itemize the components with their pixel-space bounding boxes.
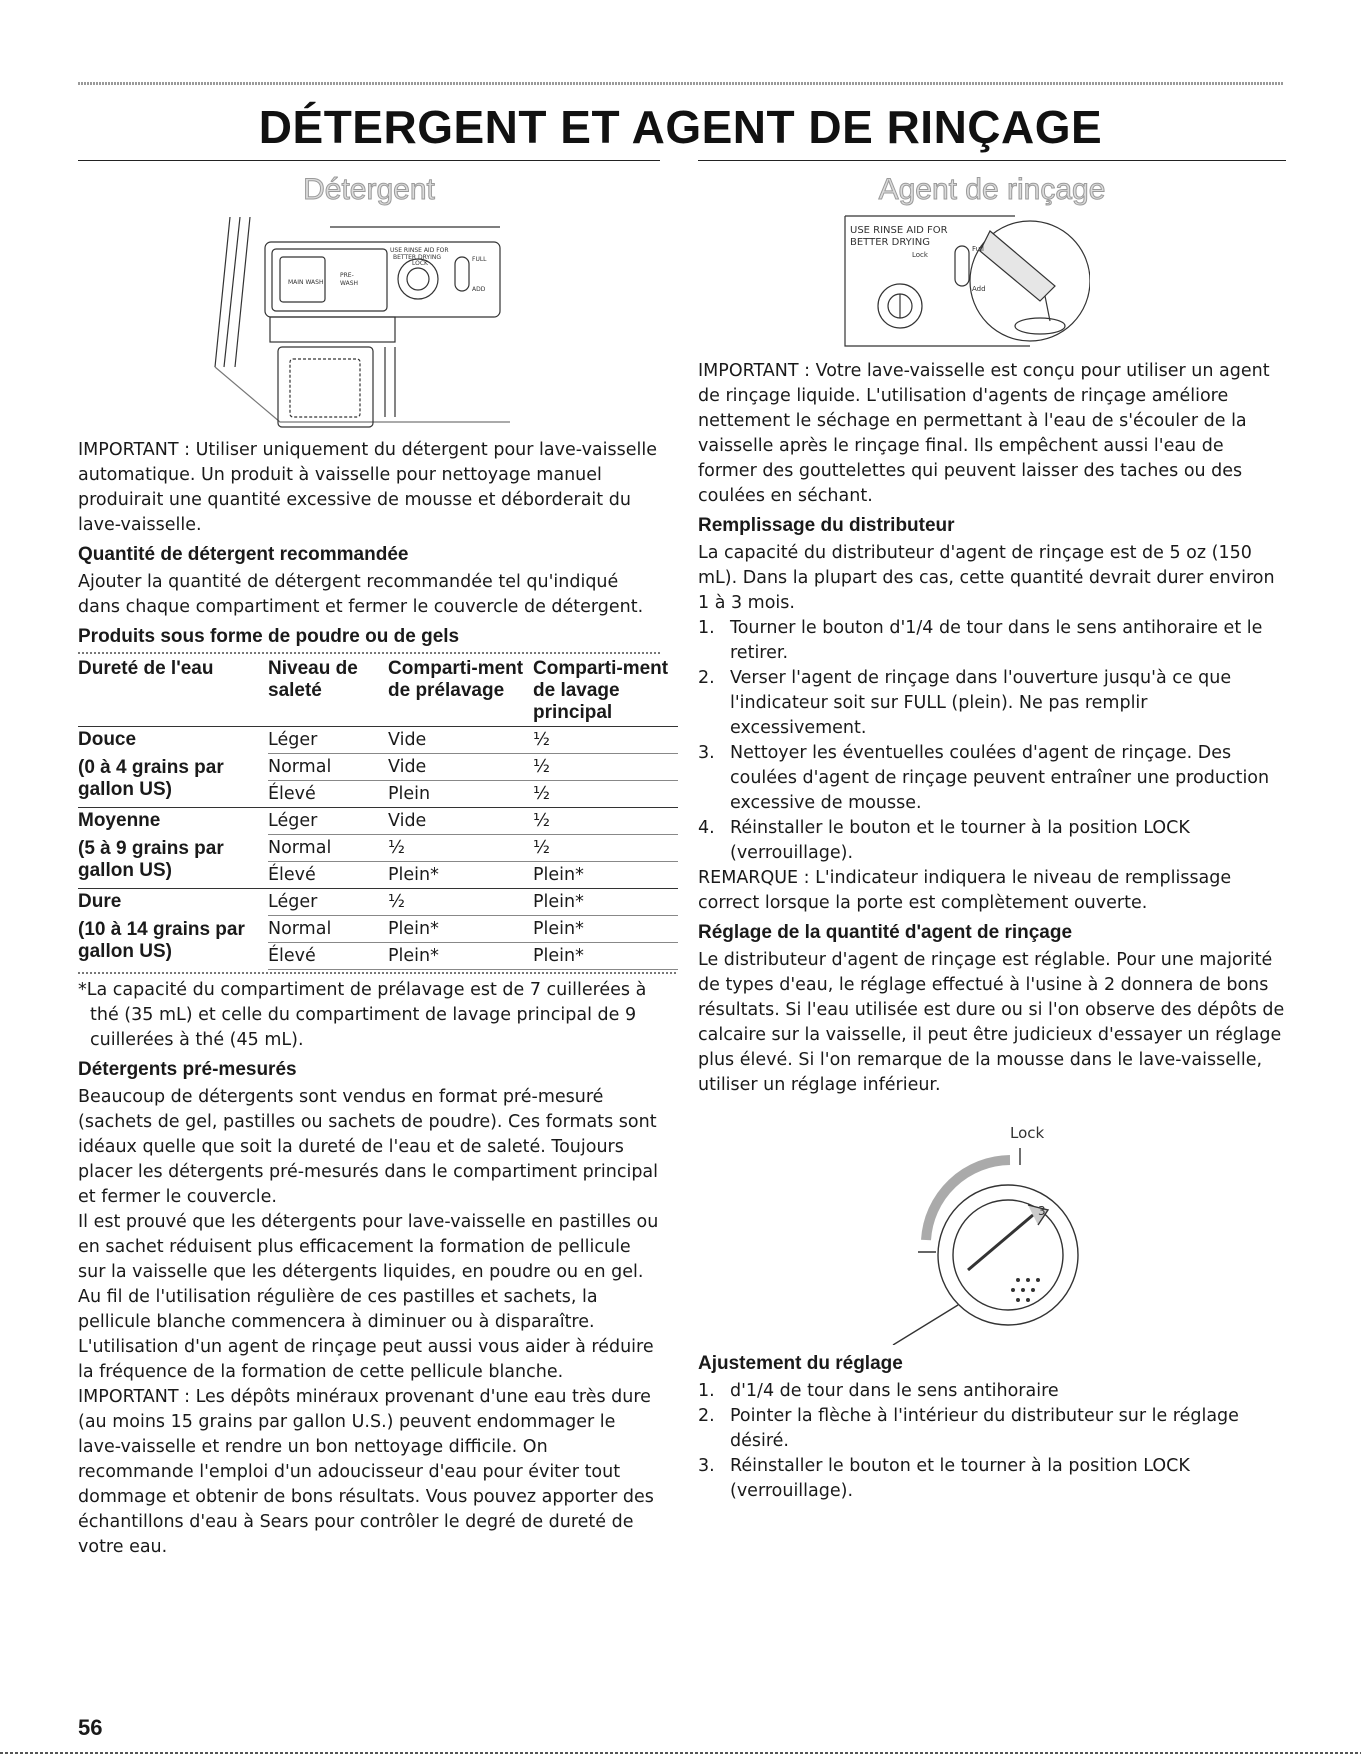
subhead-adjustment: Ajustement du réglage — [698, 1353, 903, 1374]
table-cell: Léger — [268, 889, 388, 916]
step-text: Réinstaller le bouton et le tourner à la position LOCK (verrouillage). — [730, 818, 1190, 863]
table-footnote: *La capacité du compartiment de prélavage est de 7 cuillerées à thé (35 mL) et celle du compartiment de lavage principal de 9 cuillerées à thé (45 mL). — [78, 980, 647, 1050]
filling-steps — [698, 616, 1286, 866]
table-cell: ½ — [533, 727, 678, 754]
step-number: 4. — [698, 818, 715, 838]
rinse-aid-dispenser-figure — [840, 211, 1090, 351]
table-bottom-rule — [78, 972, 678, 974]
bottom-rule — [0, 1752, 1361, 1754]
table-row — [78, 889, 678, 916]
step-text: Tourner le bouton d'1/4 de tour dans le sens antihoraire et le retirer. — [730, 618, 1263, 663]
table-cell: Vide — [388, 727, 533, 754]
panel-label-better-drying: BETTER DRYING — [393, 254, 441, 261]
list-item — [698, 1379, 1286, 1404]
table-cell: Élevé — [268, 784, 316, 804]
table-cell: Plein — [388, 784, 431, 804]
list-item — [698, 666, 1286, 741]
step-text: Réinstaller le bouton et le tourner à la position LOCK (verrouillage). — [730, 1456, 1190, 1501]
table-cell: Élevé — [268, 943, 388, 970]
step-number: 3. — [698, 743, 715, 763]
figure-label-full: Full — [972, 245, 984, 253]
table-cell: Plein* — [533, 943, 678, 970]
table-cell: Élevé — [268, 865, 316, 885]
table-cell: ½ — [533, 835, 678, 862]
adjustment-dial-figure — [888, 1120, 1098, 1345]
adjusting-text: Le distributeur d'agent de rinçage est réglable. Pour une majorité de types d'eau, le réglage effectué à l'usine à 2 donnera de bons résultats. Si l'eau utilisée est dure ou si l'on observe des dépôts de calcaire sur la vaisselle, il peut être judicieux d'essayer un réglage plus élevé. Si l'on remarque de la mousse dans le lave-vaisselle, utiliser un réglage inférieur. — [698, 950, 1285, 1095]
subhead-adjusting-quantity: Réglage de la quantité d'agent de rinçage — [698, 922, 1073, 943]
hardness-name: Dure — [78, 891, 122, 912]
header-prewash: Comparti-ment de prélavage — [388, 658, 524, 701]
figure-label-better-drying: BETTER DRYING — [850, 237, 930, 248]
hardness-range: (5 à 9 grains par gallon US) — [78, 838, 224, 881]
hardness-cell — [78, 889, 268, 970]
important-hard-water-text: IMPORTANT : Les dépôts minéraux provenant d'une eau très dure (au moins 15 grains par gallon U.S.) peuvent endommager le lave-vaisselle et rendre un bon nettoyage difficile. On recommande l'emploi d'un adoucisseur d'eau pour éviter tout dommage et obtenir de bons résultats. Vous pouvez apporter des échantillons d'eau à Sears pour contrôler le degré de dureté de votre eau. — [78, 1387, 654, 1557]
table-cell: Vide — [388, 754, 533, 781]
table-cell: ½ — [533, 784, 550, 804]
list-item — [698, 1404, 1286, 1454]
table-cell: Plein* — [388, 943, 533, 970]
panel-label-main-wash: MAIN WASH — [288, 279, 324, 286]
remark-text: REMARQUE : L'indicateur indiquera le niveau de remplissage correct lorsque la porte est complètement ouverte. — [698, 868, 1232, 913]
panel-label-pre: PRE- — [340, 272, 354, 279]
table-cell: Plein* — [533, 865, 584, 885]
tablets-text: Il est prouvé que les détergents pour lave-vaisselle en pastilles ou en sachet réduisent plus efficacement la formation de pellicule sur la vaisselle que les détergents liquides, en poudre ou en gel. Au fil de l'utilisation régulière de ces pastilles et sachets, la pellicule blanche commencera à diminuer ou à disparaître. L'utilisation d'un agent de rinçage peut aussi vous aider à réduire la fréquence de la formation de cette pellicule blanche. — [78, 1212, 659, 1382]
table-cell: Vide — [388, 808, 533, 835]
section-title-rinse-aid: Agent de rinçage — [878, 173, 1106, 206]
panel-label-use-rinse-aid: USE RINSE AID FOR — [390, 247, 449, 254]
detergent-dispenser-figure — [210, 217, 510, 432]
important-rinse-aid-text: IMPORTANT : Votre lave-vaisselle est conçu pour utiliser un agent de rinçage liquide. L'utilisation d'agents de rinçage améliore nettement le séchage en permettant à l'eau de s'écouler de la vaisselle après le rinçage final. Ils empêchent aussi l'eau de former des gouttelettes qui peuvent laisser des taches ou des coulées en séchant. — [698, 361, 1270, 506]
step-text: Verser l'agent de rinçage dans l'ouverture jusqu'à ce que l'indicateur soit sur FULL (plein). Ne pas remplir excessivement. — [730, 668, 1232, 738]
panel-label-add: ADD — [472, 286, 486, 293]
panel-label-lock: LOCK — [412, 260, 428, 267]
premeasured-text: Beaucoup de détergents sont vendus en format pré-mesuré (sachets de gel, pastilles ou sachets de poudre). Ces formats sont idéaux quelle que soit la dureté de l'eau et de saleté. Toujours placer les détergents pré-mesurés dans le compartiment principal et fermer le couvercle. — [78, 1087, 659, 1207]
list-item — [698, 616, 1286, 666]
panel-label-wash: WASH — [340, 280, 359, 287]
table-cell: Plein* — [533, 889, 678, 916]
section-title-detergent: Détergent — [303, 173, 435, 206]
figure-label-lock: Lock — [912, 251, 928, 259]
table-cell: Léger — [268, 808, 388, 835]
hardness-name: Moyenne — [78, 810, 161, 831]
section-rule — [698, 160, 1286, 161]
dial-setting-label: 3 — [1038, 1204, 1046, 1218]
subhead-premeasured: Détergents pré-mesurés — [78, 1059, 297, 1080]
table-cell: ½ — [533, 754, 678, 781]
subhead-powder-gel: Produits sous forme de poudre ou de gels — [78, 626, 460, 647]
dial-lock-label: Lock — [1010, 1124, 1045, 1142]
header-soil-level: Niveau de saleté — [268, 658, 358, 701]
table-cell: Normal — [268, 835, 388, 862]
table-cell: Plein* — [388, 865, 439, 885]
filling-text: La capacité du distributeur d'agent de rinçage est de 5 oz (150 mL). Dans la plupart des cas, cette quantité devrait durer environ 1 à 3 mois. — [698, 543, 1275, 613]
top-rule — [78, 82, 1283, 85]
table-cell: Plein* — [388, 916, 533, 943]
step-number: 3. — [698, 1456, 715, 1476]
adjustment-steps — [698, 1379, 1286, 1504]
list-item — [698, 816, 1286, 866]
table-cell: Normal — [268, 754, 388, 781]
step-number: 1. — [698, 618, 715, 638]
section-rule — [78, 160, 660, 161]
list-item — [698, 741, 1286, 816]
step-text: Pointer la flèche à l'intérieur du distributeur sur le réglage désiré. — [730, 1406, 1239, 1451]
page-title: DÉTERGENT ET AGENT DE RINÇAGE — [258, 101, 1103, 153]
subhead-filling: Remplissage du distributeur — [698, 515, 955, 536]
hardness-name: Douce — [78, 729, 137, 750]
hardness-cell — [78, 808, 268, 889]
recommended-quantity-text: Ajouter la quantité de détergent recommandée tel qu'indiqué dans chaque compartiment et fermer le couvercle de détergent. — [78, 572, 644, 617]
panel-label-full: FULL — [472, 256, 487, 263]
header-water-hardness: Dureté de l'eau — [78, 658, 214, 679]
hardness-cell — [78, 727, 268, 808]
hardness-range: (10 à 14 grains par gallon US) — [78, 919, 245, 962]
table-cell: ½ — [533, 808, 678, 835]
table-cell: ½ — [388, 889, 533, 916]
table-row — [78, 727, 678, 754]
step-text: Nettoyer les éventuelles coulées d'agent de rinçage. Des coulées d'agent de rinçage peuvent entraîner une production excessive de mousse. — [730, 743, 1270, 813]
table-cell: Plein* — [533, 916, 678, 943]
table-cell: Léger — [268, 727, 388, 754]
important-detergent-text: IMPORTANT : Utiliser uniquement du détergent pour lave-vaisselle automatique. Un produit à vaisselle pour nettoyage manuel produirait une quantité excessive de mousse et déborderait du lave-vaisselle. — [78, 440, 658, 535]
table-cell: Normal — [268, 916, 388, 943]
table-top-rule — [78, 652, 660, 654]
step-text: d'1/4 de tour dans le sens antihoraire — [730, 1381, 1059, 1401]
hardness-range: (0 à 4 grains par gallon US) — [78, 757, 224, 800]
left-column — [78, 160, 669, 1560]
figure-label-add: Add — [972, 285, 986, 293]
table-cell: ½ — [388, 835, 533, 862]
water-hardness-table — [78, 656, 678, 970]
table-header-row — [78, 656, 678, 727]
step-number: 1. — [698, 1381, 715, 1401]
list-item — [698, 1454, 1286, 1504]
step-number: 2. — [698, 668, 715, 688]
step-number: 2. — [698, 1406, 715, 1426]
header-main-wash: Comparti-ment de lavage principal — [533, 658, 669, 723]
right-column — [698, 160, 1286, 1504]
subhead-recommended-quantity: Quantité de détergent recommandée — [78, 544, 409, 565]
table-row — [78, 808, 678, 835]
figure-label-use-rinse-aid: USE RINSE AID FOR — [850, 225, 948, 236]
page-number: 56 — [78, 1715, 103, 1740]
